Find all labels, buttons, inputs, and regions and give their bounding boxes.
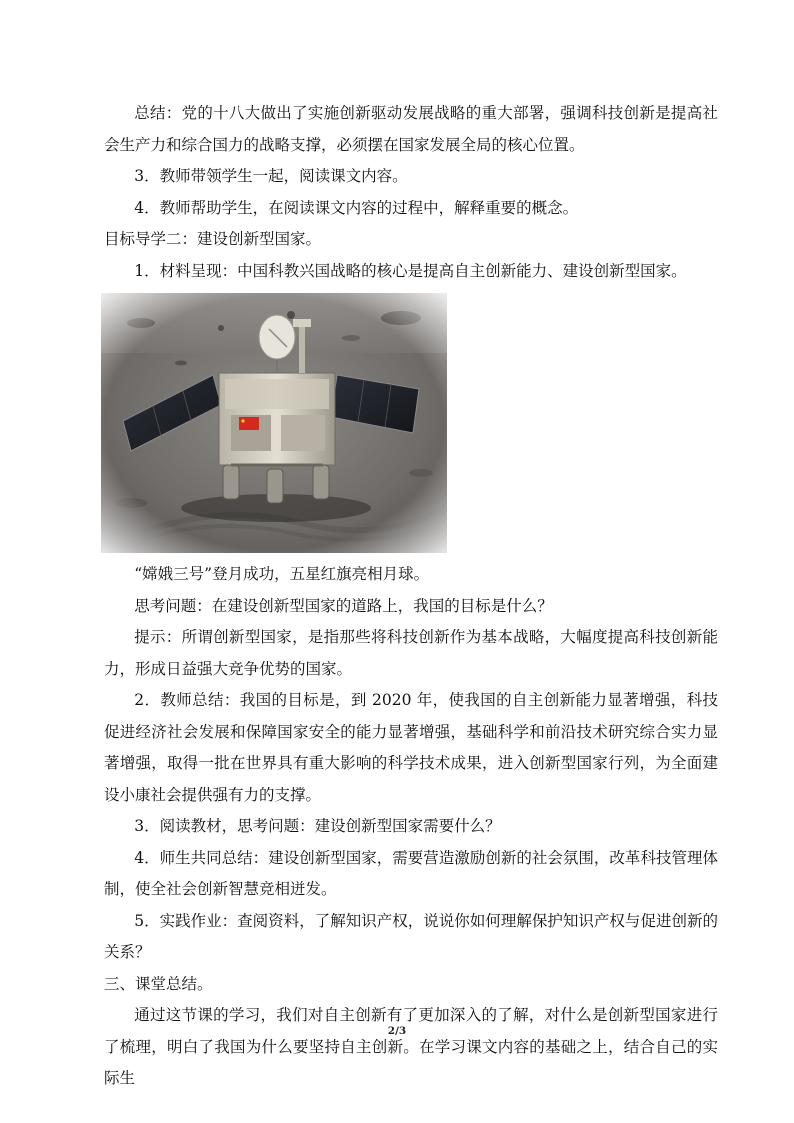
- paragraph-step-4: 4．教师帮助学生，在阅读课文内容的过程中，解释重要的概念。: [134, 198, 579, 217]
- document-body: [104, 98, 718, 1095]
- paragraph-section-3: 三、课堂总结。: [104, 974, 213, 993]
- lunar-rover-photo: [101, 293, 447, 553]
- paragraph-step-2-teacher: 2．教师总结：我国的目标是，到 2020 年，使我国的自主创新能力显著增强，科技促进经济社会发展和保障国家安全的能力显著增强，基础科学和前沿技术研究综合实力显著增强，取得一批在世界具有重大影响的科学技术成果，进入创新型国家行列，为全面建设小康社会提供强有力的支撑。: [104, 691, 718, 804]
- paragraph-class-summary: 通过这节课的学习，我们对自主创新有了更加深入的了解，对什么是创新型国家进行了梳理，明白了我国为什么要坚持自主创新。在学习课文内容的基础之上，结合自己的实际生: [104, 1006, 718, 1087]
- paragraph-hint-1: 提示：所谓创新型国家，是指那些将科技创新作为基本战略，大幅度提高科技创新能力，形成日益强大竞争优势的国家。: [104, 628, 718, 678]
- paragraph-material-1: 1．材料呈现：中国科教兴国战略的核心是提高自主创新能力、建设创新型国家。: [134, 261, 687, 280]
- paragraph-step-5-practice: 5．实践作业：查阅资料，了解知识产权，说说你如何理解保护知识产权与促进创新的关系？: [104, 911, 718, 961]
- paragraph-group-top: [104, 98, 718, 287]
- paragraph-step-3: 3．教师带领学生一起，阅读课文内容。: [134, 167, 408, 185]
- paragraph-summary-1: 总结：党的十八大做出了实施创新驱动发展战略的重大部署，强调科技创新是提高社会生产力和综合国力的战略支撑，必须摆在国家发展全局的核心位置。: [104, 104, 718, 154]
- lunar-rover-illustration: [101, 293, 447, 553]
- paragraph-question-1: 思考问题：在建设创新型国家的道路上，我国的目标是什么？: [134, 596, 553, 615]
- paragraph-group-bottom: [104, 559, 718, 1095]
- paragraph-goal-2: 目标导学二：建设创新型国家。: [104, 230, 322, 248]
- paragraph-step-3-read: 3．阅读教材，思考问题：建设创新型国家需要什么？: [134, 817, 501, 835]
- paragraph-step-4-summary: 4．师生共同总结：建设创新型国家，需要营造激励创新的社会氛围，改革科技管理体制，使全社会创新智慧竞相迸发。: [104, 848, 718, 898]
- page-number: 2/3: [387, 1025, 407, 1037]
- paragraph-caption: “嫦娥三号”登月成功，五星红旗亮相月球。: [134, 565, 430, 583]
